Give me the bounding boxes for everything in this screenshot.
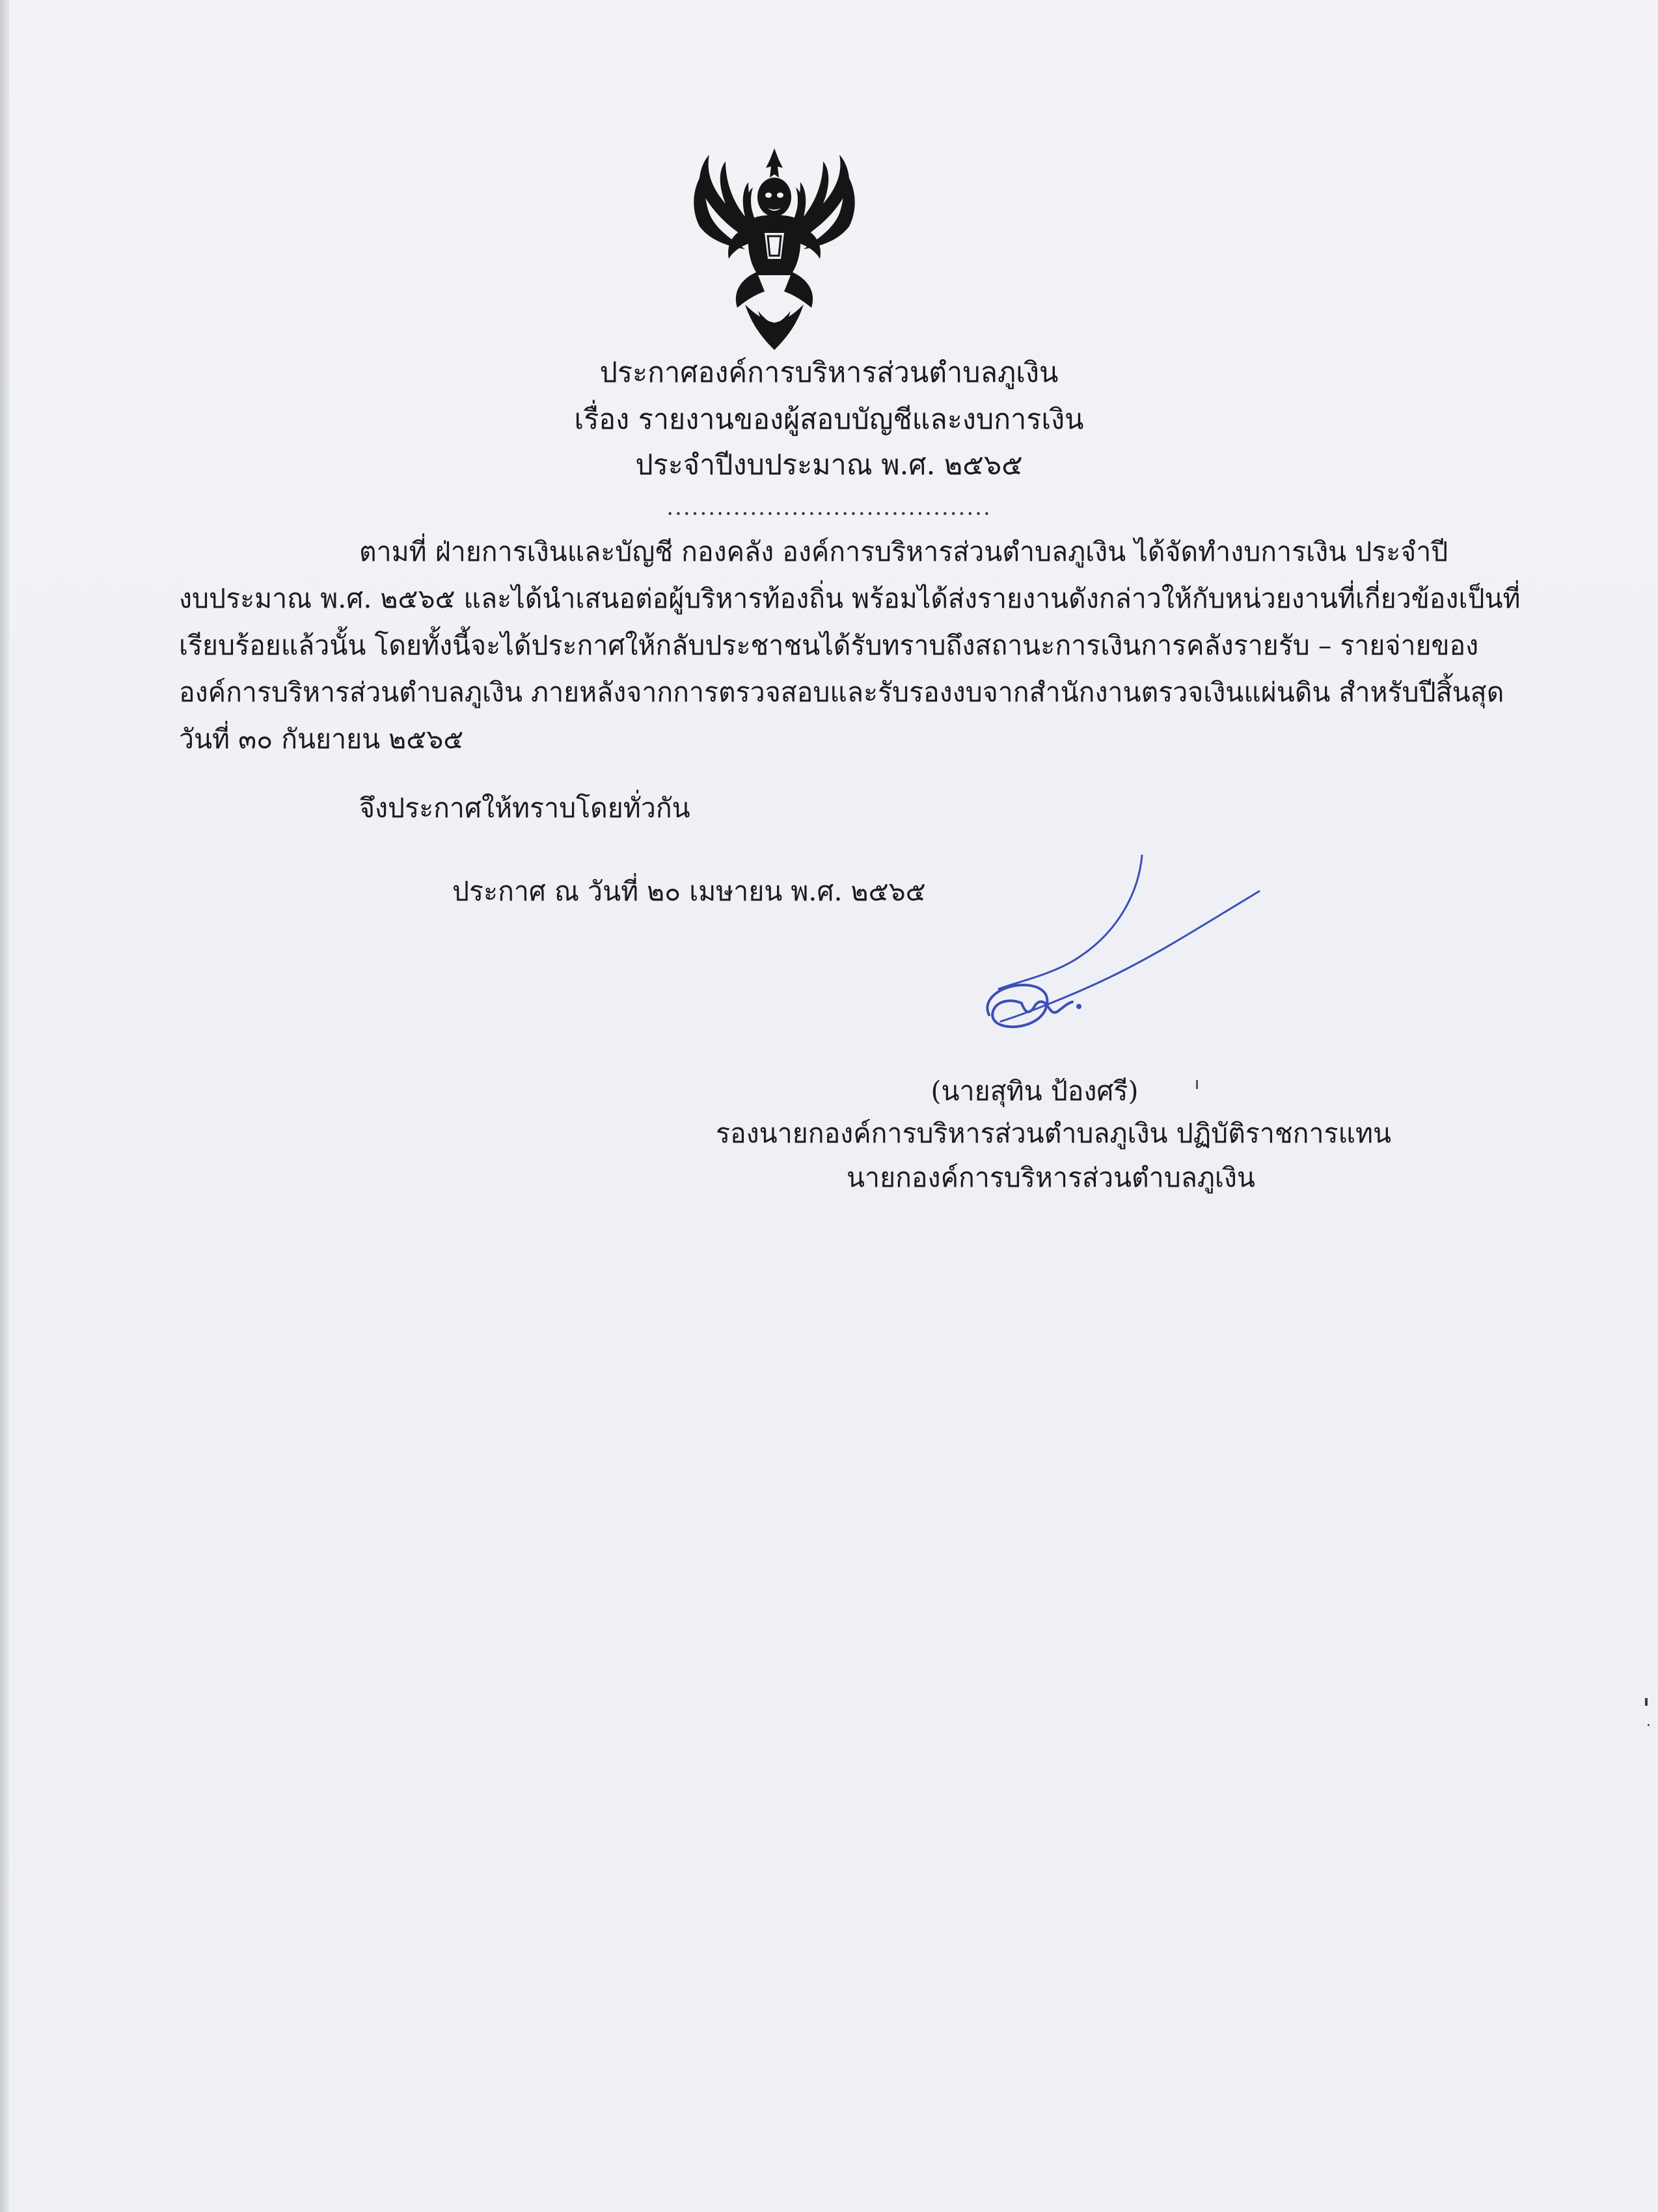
body-line-2: งบประมาณ พ.ศ. ๒๕๖๕ และได้นำเสนอต่อผู้บริหารท้องถิ่น พร้อมได้ส่งรายงานดังกล่าวให้กับหน่วยงานที่เกี่ยวข้องเป็นที่	[179, 583, 1521, 614]
announcement-date: ประกาศ ณ วันที่ ๒๐ เมษายน พ.ศ. ๒๕๖๕	[452, 876, 926, 907]
signatory-name: (นายสุทิน ป้องศรี)	[931, 1075, 1139, 1107]
body-line-5: วันที่ ๓๐ กันยายน ๒๕๖๕	[179, 723, 464, 755]
scan-mark	[1645, 1698, 1648, 1706]
header-separator: .......................................	[666, 494, 992, 520]
body-line-3: เรียบร้อยแล้วนั้น โดยทั้งนี้จะได้ประกาศให้กลับประชาชนได้รับทราบถึงสถานะการเงินการคลังรายรับ – รายจ่ายของ	[179, 630, 1479, 661]
signatory-position-line-1: รองนายกองค์การบริหารส่วนตำบลภูเงิน ปฏิบัติราชการแทน	[716, 1118, 1392, 1149]
body-line-1: ตามที่ ฝ่ายการเงินและบัญชี กองคลัง องค์การบริหารส่วนตำบลภูเงิน ได้จัดทำงบการเงิน ประจำปี	[359, 536, 1448, 567]
paper-left-edge	[0, 0, 9, 2212]
handwritten-signature-icon	[924, 852, 1275, 1073]
document-subject: เรื่อง รายงานของผู้สอบบัญชีและงบการเงิน	[574, 403, 1084, 436]
document-fiscal-year: ประจำปีงบประมาณ พ.ศ. ๒๕๖๕	[635, 449, 1023, 481]
signatory-position-line-2: นายกองค์การบริหารส่วนตำบลภูเงิน	[847, 1162, 1255, 1193]
closing-statement: จึงประกาศให้ทราบโดยทั่วกัน	[359, 792, 690, 824]
scan-mark	[1196, 1080, 1198, 1089]
document-title: ประกาศองค์การบริหารส่วนตำบลภูเงิน	[599, 357, 1059, 389]
scan-mark	[1648, 1724, 1650, 1726]
body-line-4: องค์การบริหารส่วนตำบลภูเงิน ภายหลังจากการตรวจสอบและรับรองงบจากสำนักงานตรวจเงินแผ่นดิน สำหรับปีสิ้นสุด	[179, 677, 1504, 708]
garuda-emblem-icon	[680, 148, 869, 355]
